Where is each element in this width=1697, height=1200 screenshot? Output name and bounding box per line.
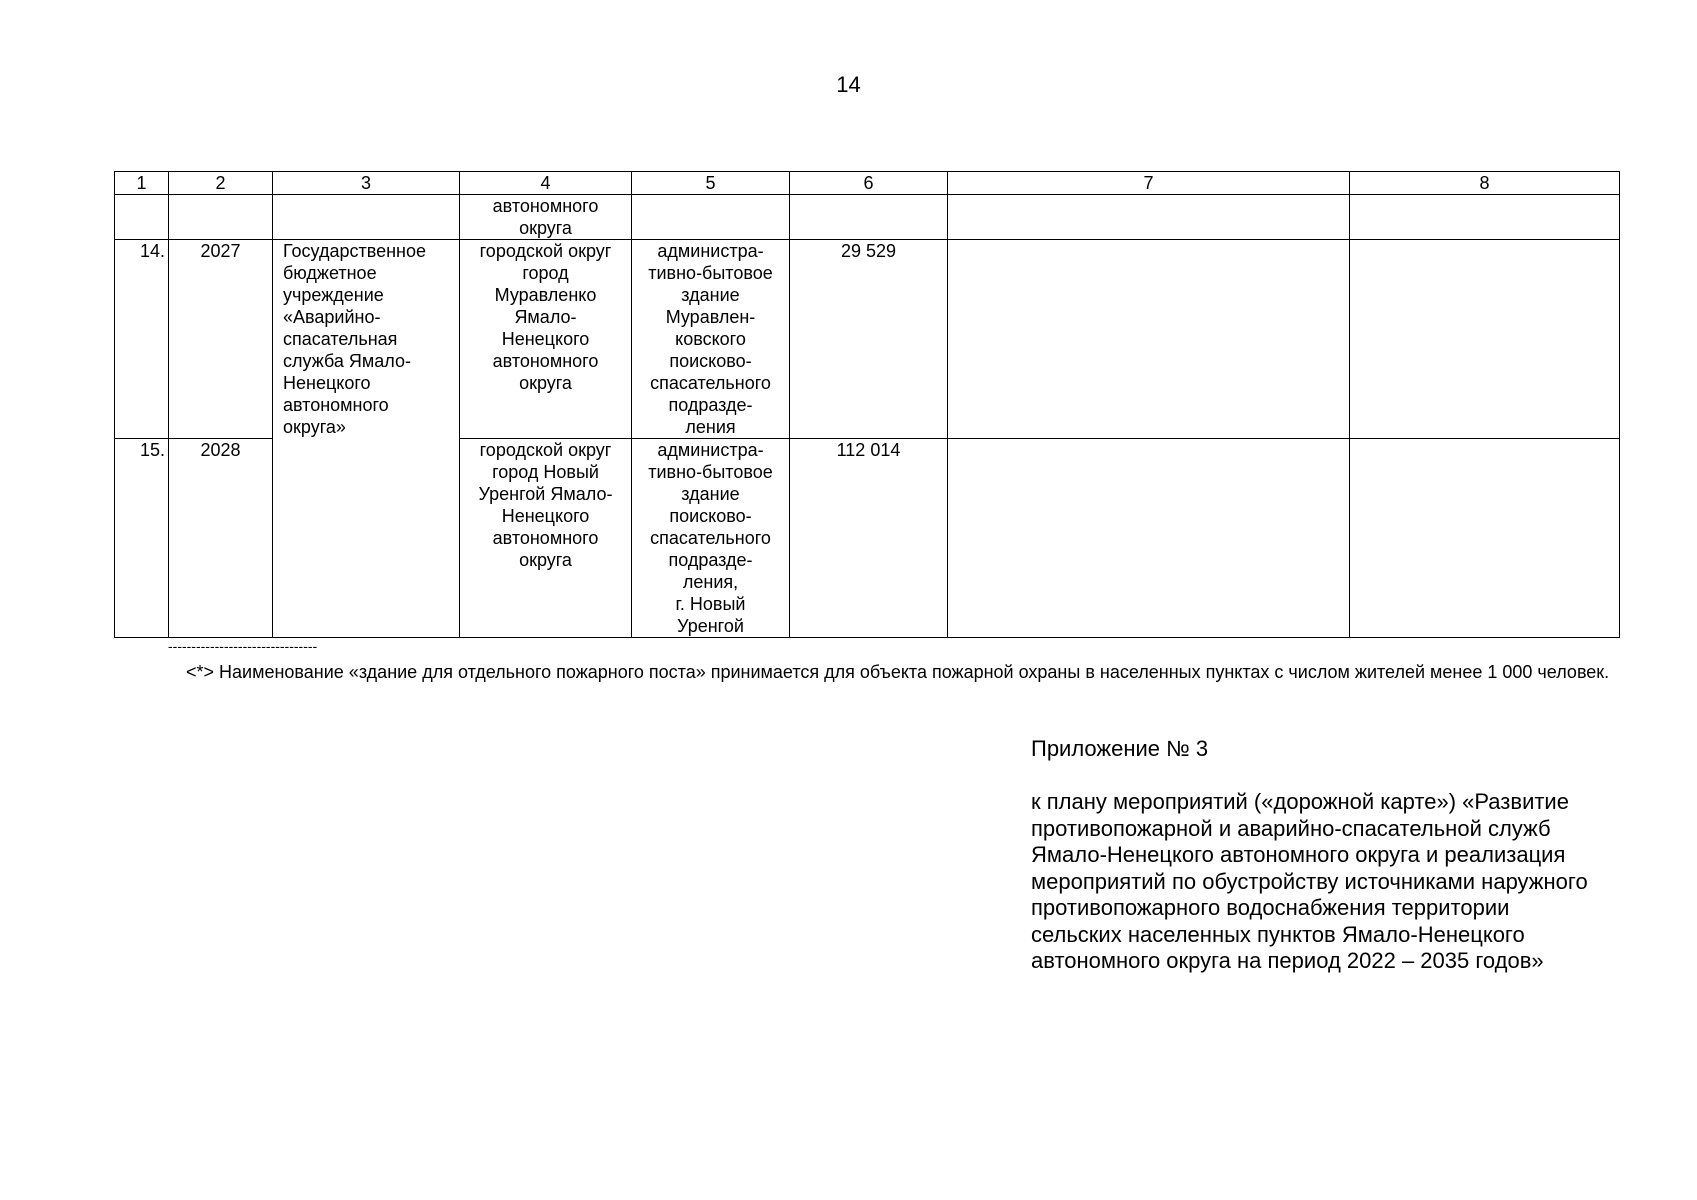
cell (273, 195, 460, 240)
objects-table (114, 171, 1620, 638)
year-cell: 2028 (169, 439, 273, 638)
header-col-3: 3 (273, 172, 460, 195)
cell (1350, 195, 1620, 240)
value-cell: 112 014 (790, 439, 948, 638)
cell (948, 195, 1350, 240)
header-col-5: 5 (632, 172, 790, 195)
organization-cell: Государственное бюджетное учреждение «Аварийно- спасательная служба Ямало- Ненецкого автономного округа» (273, 240, 460, 638)
col8-cell (1350, 240, 1620, 439)
object-cell: администра- тивно-бытовое здание поисково- спасательного подразде- ления, г. Новый Уренгой (632, 439, 790, 638)
header-col-2: 2 (169, 172, 273, 195)
year-cell: 2027 (169, 240, 273, 439)
row-number: 14. (115, 240, 169, 439)
header-col-6: 6 (790, 172, 948, 195)
cell (115, 195, 169, 240)
header-col-1: 1 (115, 172, 169, 195)
cell (632, 195, 790, 240)
header-col-8: 8 (1350, 172, 1620, 195)
location-cell: автономного округа (460, 195, 632, 240)
appendix-title: Приложение № 3 (1031, 736, 1209, 761)
appendix-text: к плану мероприятий («дорожной карте») «Развитие противопожарной и аварийно-спасательной служб Ямало-Ненецкого автономного округа и реализация мероприятий по обустройству источниками наружного противопожарного водоснабжения территории сельских населенных пунктов Ямало-Ненецкого автономного округа на период 2022 – 2035 годов» (1031, 789, 1588, 973)
header-col-4: 4 (460, 172, 632, 195)
cell (790, 195, 948, 240)
cell (169, 195, 273, 240)
header-row (115, 172, 1620, 195)
value-cell: 29 529 (790, 240, 948, 439)
table-row (115, 240, 1620, 439)
footnote-separator: -------------------------------- (168, 638, 318, 654)
col8-cell (1350, 439, 1620, 638)
col7-cell (948, 439, 1350, 638)
object-cell: администра- тивно-бытовое здание Муравлен- ковского поисково- спасательного подразде- ления (632, 240, 790, 439)
footnote-text: <*> Наименование «здание для отдельного пожарного поста» принимается для объекта пожарной охраны в населенных пунктах с числом жителей менее 1 000 человек. (186, 662, 1610, 682)
location-cell: городской округ город Муравленко Ямало- Ненецкого автономного округа (460, 240, 632, 439)
location-cell: городской округ город Новый Уренгой Ямало- Ненецкого автономного округа (460, 439, 632, 638)
col7-cell (948, 240, 1350, 439)
page-number: 14 (836, 72, 861, 97)
row-number: 15. (115, 439, 169, 638)
header-col-7: 7 (948, 172, 1350, 195)
continuation-row (115, 195, 1620, 240)
